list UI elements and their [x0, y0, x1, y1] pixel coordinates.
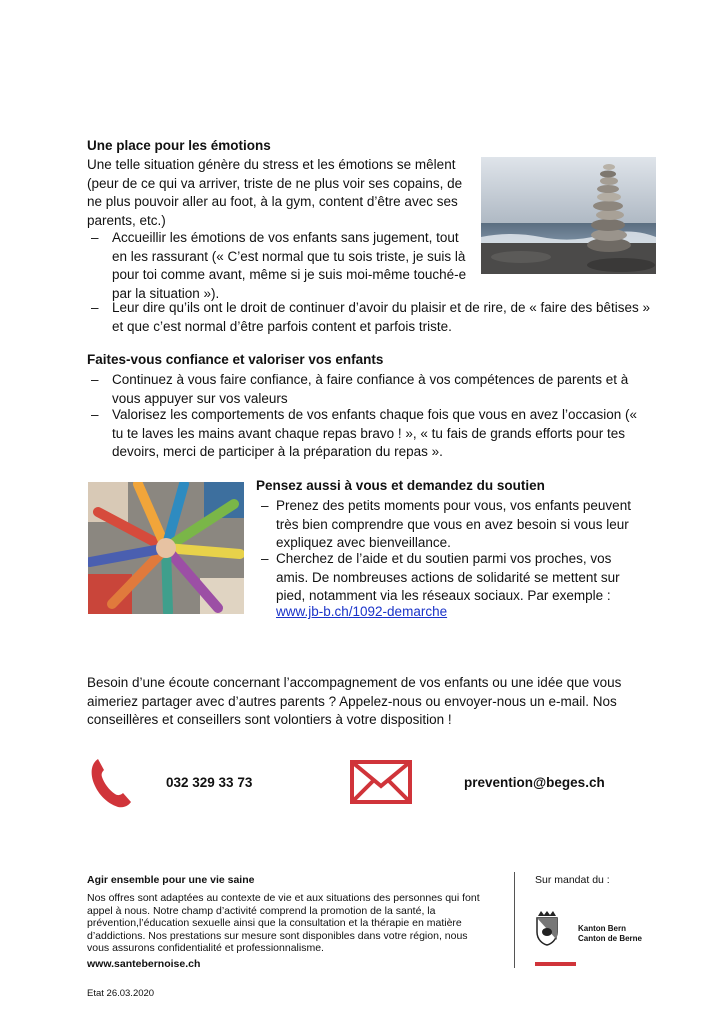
bullet-dash: – — [261, 498, 269, 513]
website-link[interactable]: www.santebernoise.ch — [87, 958, 201, 970]
contact-text: Besoin d’une écoute concernant l’accompagnement de vos enfants ou une idée que vous aimeriez partager avec d’autres parents ? Appelez-nous ou envoyer-nous un e-mail. Nos conseillères et conseillers sont volontiers à votre disposition ! — [87, 675, 622, 728]
canton-red-bar — [535, 962, 576, 966]
bern-coat-of-arms-icon — [535, 910, 559, 946]
demarche-link[interactable]: www.jb-b.ch/1092-demarche — [276, 604, 448, 619]
document-date: Etat 26.03.2020 — [87, 988, 155, 999]
stacked-stones-photo — [481, 157, 656, 274]
bullet-dash: – — [91, 230, 99, 245]
emotions-item-1: Accueillir les émotions de vos enfants sans jugement, tout en les rassurant (« C’est normal que tu sois triste, je suis là pour toi comme avant, même si je suis moi-même touché-e par la situation »). — [112, 230, 467, 301]
confiance-item-2: Valorisez les comportements de vos enfants chaque fois que vous en avez l’occasion (« tu te laves les mains avant chaque repas bravo ! », « tu fais de grands efforts pour tes devoirs, merci de participer à la préparation du repas ». — [112, 407, 638, 460]
bullet-dash: – — [91, 372, 99, 387]
footer-text: Nos offres sont adaptées au contexte de vie et aux situations des personnes qui font appel à nous. Notre champ d’activité comprend la promotion de la santé, la prévention,l’éducation sexuelle ainsi que la consultation et la thérapie en matière d’addictions. Nos prestations sur mesure sont disponibles dans votre région, nous vous assurons confidentialité et professionnalisme. — [87, 892, 480, 955]
soutien-item-1: Prenez des petits moments pour vous, vos enfants peuvent très bien comprendre que vous en avez besoin si vous leur expliquez avec bienveillance. — [276, 498, 631, 551]
footer-divider — [514, 872, 515, 968]
soutien-heading: Pensez aussi à vous et demandez du soutien — [256, 478, 545, 493]
bullet-dash: – — [91, 407, 99, 422]
bullet-dash: – — [261, 551, 269, 566]
confiance-item-1: Continuez à vous faire confiance, à faire confiance à vos compétences de parents et à vous appuyer sur vos valeurs — [112, 372, 629, 406]
email-address[interactable]: prevention@beges.ch — [464, 775, 605, 790]
mail-icon — [350, 760, 412, 804]
phone-icon — [88, 755, 136, 809]
confiance-heading: Faites-vous confiance et valoriser vos enfants — [87, 352, 384, 367]
emotions-item-2: Leur dire qu’ils ont le droit de continuer d’avoir du plaisir et de rire, de « faire des bêtises » et que c’est normal d’être parfois content et parfois triste. — [112, 300, 651, 334]
emotions-heading: Une place pour les émotions — [87, 138, 271, 153]
canton-name-fr: Canton de Berne — [578, 934, 643, 943]
mandate-label: Sur mandat du : — [535, 874, 610, 886]
canton-name-de: Kanton Bern — [578, 924, 626, 933]
emotions-intro: Une telle situation génère du stress et les émotions se mêlent (peur de ce qui va arriver, triste de ne plus voir ses copains, de ne plus pouvoir aller au foot, à la gym, content d’être avec ses parents, etc.) — [87, 157, 463, 228]
hands-circle-photo — [88, 482, 244, 614]
footer-heading: Agir ensemble pour une vie saine — [87, 874, 255, 886]
phone-number[interactable]: 032 329 33 73 — [166, 775, 253, 790]
soutien-item-2: Cherchez de l’aide et du soutien parmi vos proches, vos amis. De nombreuses actions de solidarité se mettent sur pied, notamment via les réseaux sociaux. Par exemple : — [276, 551, 620, 604]
bullet-dash: – — [91, 300, 99, 315]
